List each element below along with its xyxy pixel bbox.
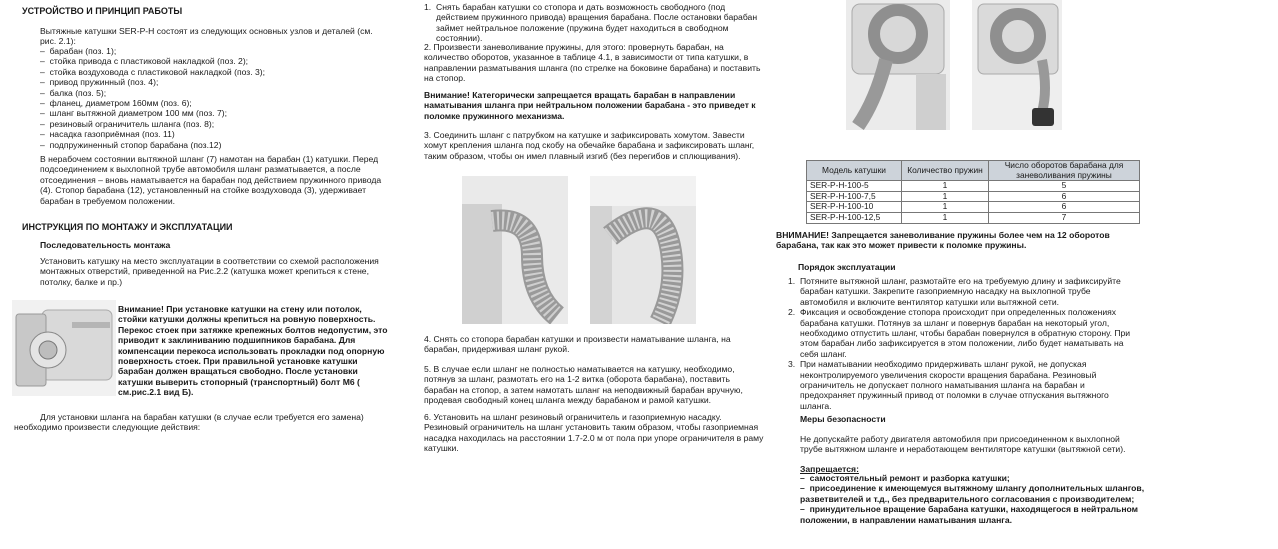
step-1-number: 1. — [424, 2, 432, 12]
subheading-sequence: Последовательность монтажа — [40, 240, 171, 250]
operation-list — [788, 276, 1140, 411]
list-item: – стойка воздуховода с пластиковой накладкой (поз. 3); — [40, 67, 380, 77]
reel-photo-2 — [972, 0, 1062, 130]
table-header-springs: Количество пружин — [902, 161, 989, 181]
list-item: – балка (поз. 5); — [40, 88, 380, 98]
hose-photo-left — [462, 176, 568, 324]
prohibited-label: Запрещается: — [800, 464, 859, 474]
hose-intro-line-1: Для установки шланга на барабан катушки (в случае если требуется его замена) — [40, 412, 364, 422]
table-row — [807, 202, 1140, 213]
list-text: Фиксация и освобождение стопора происходит при определенных положениях барабана катушки. Потянув за шланг и повернув барабан на некоторый угол, необходимо отпустить шланг, чтобы барабан повернулся в обратную сторону. При этом барабан либо зафиксируется в этом положении, либо будет наматывать на себя шланг. — [800, 307, 1131, 359]
step-5: 5. В случае если шланг не полностью наматывается на катушку, необходимо, потянув за шланг, размотать его на 1-2 витка (оборота барабана), поставить барабан на стопор, а затем намотать шланг на неподвижный барабан вручную, продевая свободный конец шланга между барабаном и рамой катушки. — [424, 364, 743, 406]
list-item: – насадка газоприёмная (поз. 11) — [40, 129, 380, 139]
table-header-turns: Число оборотов барабана для заневоливания пружины — [989, 161, 1140, 181]
list-item — [788, 359, 1140, 411]
list-item: – барабан (поз. 1); — [40, 46, 380, 56]
step-4: 4. Снять со стопора барабан катушки и произвести наматывание шланга, на барабан, придерживая шланг рукой. — [424, 334, 731, 355]
hose-coil-icon — [462, 176, 568, 324]
install-paragraph: Установить катушку на место эксплуатации в соответствии со схемой расположения монтажных отверстий, приведенной на Рис.2.2 (катушка может крепиться к стене, потолку, балке и пр.) — [40, 256, 379, 287]
table-cell: SER-P-H-100-7,5 — [807, 191, 902, 202]
table-cell: SER-P-H-100-10 — [807, 202, 902, 213]
list-item: – стойка привода с пластиковой накладкой (поз. 2); — [40, 56, 380, 66]
table-header-row — [807, 161, 1140, 181]
table-cell: 5 — [989, 181, 1140, 192]
table-cell: 1 — [902, 181, 989, 192]
list-item: – подпружиненный стопор барабана (поз.12) — [40, 140, 380, 150]
list-item: – резиновый ограничитель шланга (поз. 8); — [40, 119, 380, 129]
table-cell: 6 — [989, 191, 1140, 202]
reel-photo-1 — [846, 0, 950, 130]
table-row — [807, 212, 1140, 223]
parts-list — [40, 46, 380, 150]
table-cell: 6 — [989, 202, 1140, 213]
list-number: 3. — [788, 359, 796, 370]
spring-warning: Внимание! Категорически запрещается вращать барабан в направлении наматывания шланга при нейтральном положении барабана - это приведет к поломке пружинного механизма. — [424, 90, 756, 121]
list-item: – присоединение к имеющемуся вытяжному шлангу дополнительных шлангов, разветвителей и т.д., без предварительного согласования с производителем; — [800, 483, 1146, 504]
list-item — [788, 276, 1140, 307]
overwind-warning: ВНИМАНИЕ! Запрещается заневоливание пружины более чем на 12 оборотов барабана, так как это может привести к поломке пружины. — [776, 230, 1110, 251]
list-item — [788, 307, 1140, 359]
mount-warning: Внимание! При установке катушки на стену или потолок, стойки катушки должны крепиться на ровную поверхность. Перекос стоек при затяжке крепежных болтов недопустим, это приводит к заклиниванию подшипников барабана. Для компенсации перекоса использовать прокладки под опорную поверхность стоек. При правильной установке катушки барабан должен вращаться свободно. После установки катушки выверить стопорный (транспортный) болт М6 ( см.рис.2.1 вид Б). — [118, 304, 388, 398]
heading-operation: Порядок эксплуатации — [798, 262, 896, 272]
heading-device: УСТРОЙСТВО И ПРИНЦИП РАБОТЫ — [22, 6, 183, 16]
table-row — [807, 181, 1140, 192]
step-1 — [424, 2, 764, 44]
step-2: 2. Произвести заневоливание пружины, для этого: провернуть барабан, на количество оборотов, указанное в таблице 4.1, в зависимости от типа катушки, в направлении разматывания шланга (по стрелке на боковине барабана) и поставить на стопор. — [424, 42, 761, 84]
list-text: Потяните вытяжной шланг, размотайте его на требуемую длину и зафиксируйте барабан катушки. Закрепите газоприемную насадку на выхлопной трубе автомобиля и включите вентилятор катушки или вытяжной сети. — [800, 276, 1121, 307]
list-item: – самостоятельный ремонт и разборка катушки; — [800, 473, 1146, 483]
table-cell: SER-P-H-100-12,5 — [807, 212, 902, 223]
table-cell: SER-P-H-100-5 — [807, 181, 902, 192]
reel-nozzle-icon — [972, 0, 1062, 130]
hose-loop-icon — [590, 176, 696, 324]
list-item: – фланец, диаметром 160мм (поз. 6); — [40, 98, 380, 108]
parts-intro: Вытяжные катушки SER-P-H состоят из следующих основных узлов и деталей (см. рис. 2.1): — [40, 26, 373, 47]
hose-intro-line-2: необходимо произвести следующие действия: — [14, 422, 201, 432]
step-3: 3. Соединить шланг с патрубком на катушке и зафиксировать хомутом. Завести хомут крепления шланга под скобу на обечайке барабана и зафиксировать шланг, таким образом, чтобы он имел плавный изгиб (без перегибов и сплющивания). — [424, 130, 755, 161]
table-row — [807, 191, 1140, 202]
table-header-model: Модель катушки — [807, 161, 902, 181]
table-cell: 1 — [902, 202, 989, 213]
list-item: – шланг вытяжной диаметром 100 мм (поз. 7); — [40, 108, 380, 118]
heading-install: ИНСТРУКЦИЯ ПО МОНТАЖУ И ЭКСПЛУАТАЦИИ — [22, 222, 233, 232]
spring-turns-table — [806, 160, 1140, 224]
reel-mount-photo — [12, 300, 116, 396]
heading-safety: Меры безопасности — [800, 414, 886, 424]
hose-photo-right — [590, 176, 696, 324]
safety-paragraph: Не допускайте работу двигателя автомобиля при присоединенном к выхлопной трубе вытяжном шланге и неработающем вентиляторе катушки (вытяжной сети). — [800, 434, 1126, 455]
step-6: 6. Установить на шланг резиновый ограничитель и газоприемную насадку. Резиновый ограничитель на шланг установить таким образом, чтобы газоприемная насадка находилась на расстоянии 1.7-2.0 м от пола при упоре ограничителя в раму катушки. — [424, 412, 764, 454]
table-cell: 1 — [902, 212, 989, 223]
list-item: – привод пружинный (поз. 4); — [40, 77, 380, 87]
list-number: 2. — [788, 307, 796, 318]
table-cell: 7 — [989, 212, 1140, 223]
operation-paragraph: В нерабочем состоянии вытяжной шланг (7) намотан на барабан (1) катушки. Перед подсоединением к выхлопной трубе автомобиля шланг разматывается, а после отсоединения – вновь наматывается на барабан под действием пружинного привода (4). Стопор барабана (12), установленный на стойке воздуховода (3), удерживает барабан в требуемом положении. — [40, 154, 382, 206]
step-1-text: Снять барабан катушки со стопора и дать возможность свободного (под действием пружинного привода) вращения барабана. После остановки барабан займет нейтральное положение (пружина будет находиться в свободном состоянии). — [436, 2, 758, 44]
reel-hose-icon — [846, 0, 950, 130]
list-text: При наматывании необходимо придерживать шланг рукой, не допуская неконтролируемого увеличения скорости вращения барабана. Резиновый ограничитель не допускает полного наматывания шланга на барабан и предохраняет пружинный привод от поломки в случае отпускания вытяжного шланга. — [800, 359, 1109, 411]
reel-drum-icon — [12, 300, 116, 396]
table-cell: 1 — [902, 191, 989, 202]
prohibited-list — [800, 473, 1146, 525]
list-number: 1. — [788, 276, 796, 286]
list-item: – принудительное вращение барабана катушки, находящегося в нейтральном положении, в направлении наматывания шланга. — [800, 504, 1146, 525]
